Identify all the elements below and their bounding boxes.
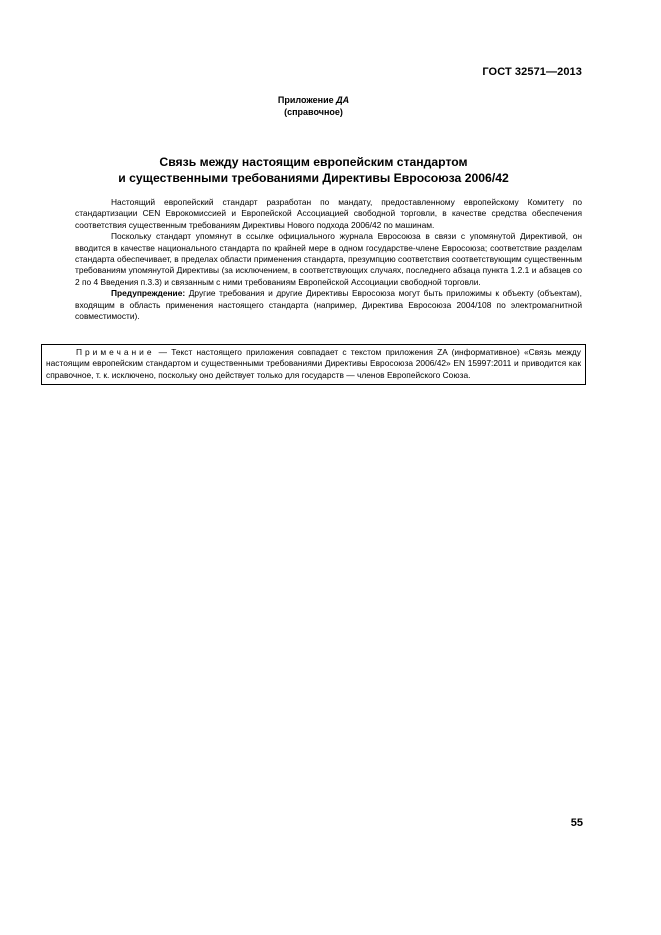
note-label: Примечание xyxy=(76,347,155,357)
annex-title xyxy=(40,154,587,186)
annex-prefix: Приложение xyxy=(277,95,337,105)
warning-text: Другие требования и другие Директивы Евросоюза могут быть приложимы к объекту (объектам), входящим в область применения настоящего стандарта (например, Директива Евросоюза 2004/108 по электромагнитной совместимости). xyxy=(75,288,582,322)
paragraph-presumption: Поскольку стандарт упомянут в ссылке официального журнала Евросоюза в связи с упомянутой Директивой, он вводится в качестве национального стандарта по крайней мере в одном государстве-члене Евросоюза; соответствие разделам стандарта обеспечивает, в пределах области применения стандарта, презумпцию соответствия соответствующим существенным требованиям упомянутой Директивы (за исключением, в соответствующих случаях, последнего абзаца пункта 1.2.1 и абзацев со 2 по 4 Введения п.3.3) и связанным с ними требованиям Европейской Ассоциации свободной торговли. xyxy=(75,231,582,287)
page-number: 55 xyxy=(570,817,583,829)
paragraph-warning xyxy=(75,288,582,322)
annex-title-line-1: Связь между настоящим европейским стандартом xyxy=(159,155,468,169)
annex-label xyxy=(0,94,627,106)
annex-title-line-2: и существенными требованиями Директивы Евросоюза 2006/42 xyxy=(118,171,509,185)
annex-heading xyxy=(0,94,627,118)
note-text: — Текст настоящего приложения совпадает с текстом приложения ZA (информативное) «Связь между настоящим европейским стандартом и существенными требованиями Директивы Евросоюза 2006/42» EN 15997:2011 и приводится как справочное, т. к. исключено, поскольку оно действует только для государств — членов Европейского Союза. xyxy=(46,347,581,380)
paragraph-mandate: Настоящий европейский стандарт разработан по мандату, предоставленному европейскому Комитету по стандартизации CEN Еврокомиссией и Европейской Ассоциацией свободной торговли, в качестве средства обеспечения соответствия существенным требованиям Директивы Нового подхода 2006/42 по машинам. xyxy=(75,197,582,230)
note-box xyxy=(41,344,586,385)
annex-type: (справочное) xyxy=(284,107,343,117)
body-text xyxy=(75,197,582,322)
warning-label: Предупреждение: xyxy=(111,288,186,299)
annex-letter: ДА xyxy=(336,95,350,105)
standard-code: ГОСТ 32571—2013 xyxy=(482,66,582,78)
note-paragraph xyxy=(46,347,581,381)
